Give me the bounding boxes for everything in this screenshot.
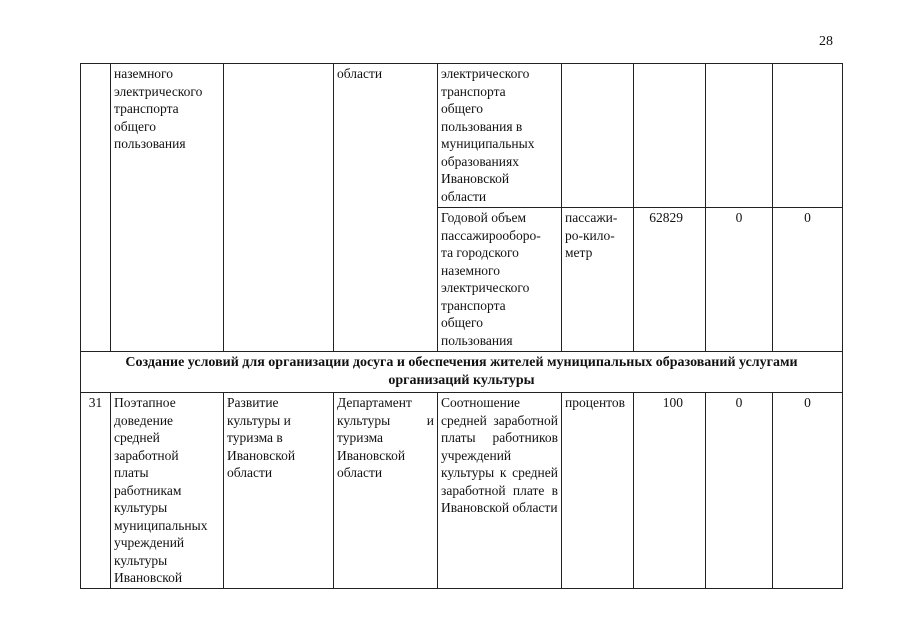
cell-unit: пассажи- ро-кило- метр bbox=[562, 208, 634, 352]
cell-value bbox=[634, 64, 706, 208]
cell-indicator: Годовой объем пассажирооборо- та городского наземного электрического транспорта общего пользования bbox=[438, 208, 562, 352]
cell-number: 31 bbox=[81, 393, 111, 589]
cell-indicator: Соотношение средней заработной платы работников учреждений культуры к средней заработной плате в Ивановской области bbox=[438, 393, 562, 589]
section-row bbox=[81, 352, 843, 393]
cell-indicator: электрического транспорта общего пользования в муниципальных образованиях Ивановской области bbox=[438, 64, 562, 208]
page-number: 28 bbox=[819, 34, 833, 49]
cell-unit: процентов bbox=[562, 393, 634, 589]
cell-value: 0 bbox=[773, 208, 843, 352]
cell-number bbox=[81, 64, 111, 352]
section-title: Создание условий для организации досуга и обеспечения жителей муниципальных образований услугами организаций культуры bbox=[81, 352, 843, 393]
cell-value: 62829 bbox=[634, 208, 706, 352]
table-row bbox=[81, 393, 843, 589]
cell-value bbox=[773, 64, 843, 208]
cell-value: 0 bbox=[773, 393, 843, 589]
cell-value: 0 bbox=[706, 393, 773, 589]
cell-executor: области bbox=[334, 64, 438, 352]
cell-unit bbox=[562, 64, 634, 208]
table-row bbox=[81, 64, 843, 208]
program-table bbox=[80, 63, 843, 589]
cell-value: 100 bbox=[634, 393, 706, 589]
cell-program bbox=[224, 64, 334, 352]
cell-value bbox=[706, 64, 773, 208]
cell-program: Развитие культуры и туризма в Ивановской области bbox=[224, 393, 334, 589]
cell-measure: Поэтапное доведение средней заработной платы работникам культуры муниципальных учреждений культуры Ивановской bbox=[111, 393, 224, 589]
cell-measure: наземного электрического транспорта общего пользования bbox=[111, 64, 224, 352]
cell-executor: Департамент культуры и туризма Ивановской области bbox=[334, 393, 438, 589]
cell-value: 0 bbox=[706, 208, 773, 352]
